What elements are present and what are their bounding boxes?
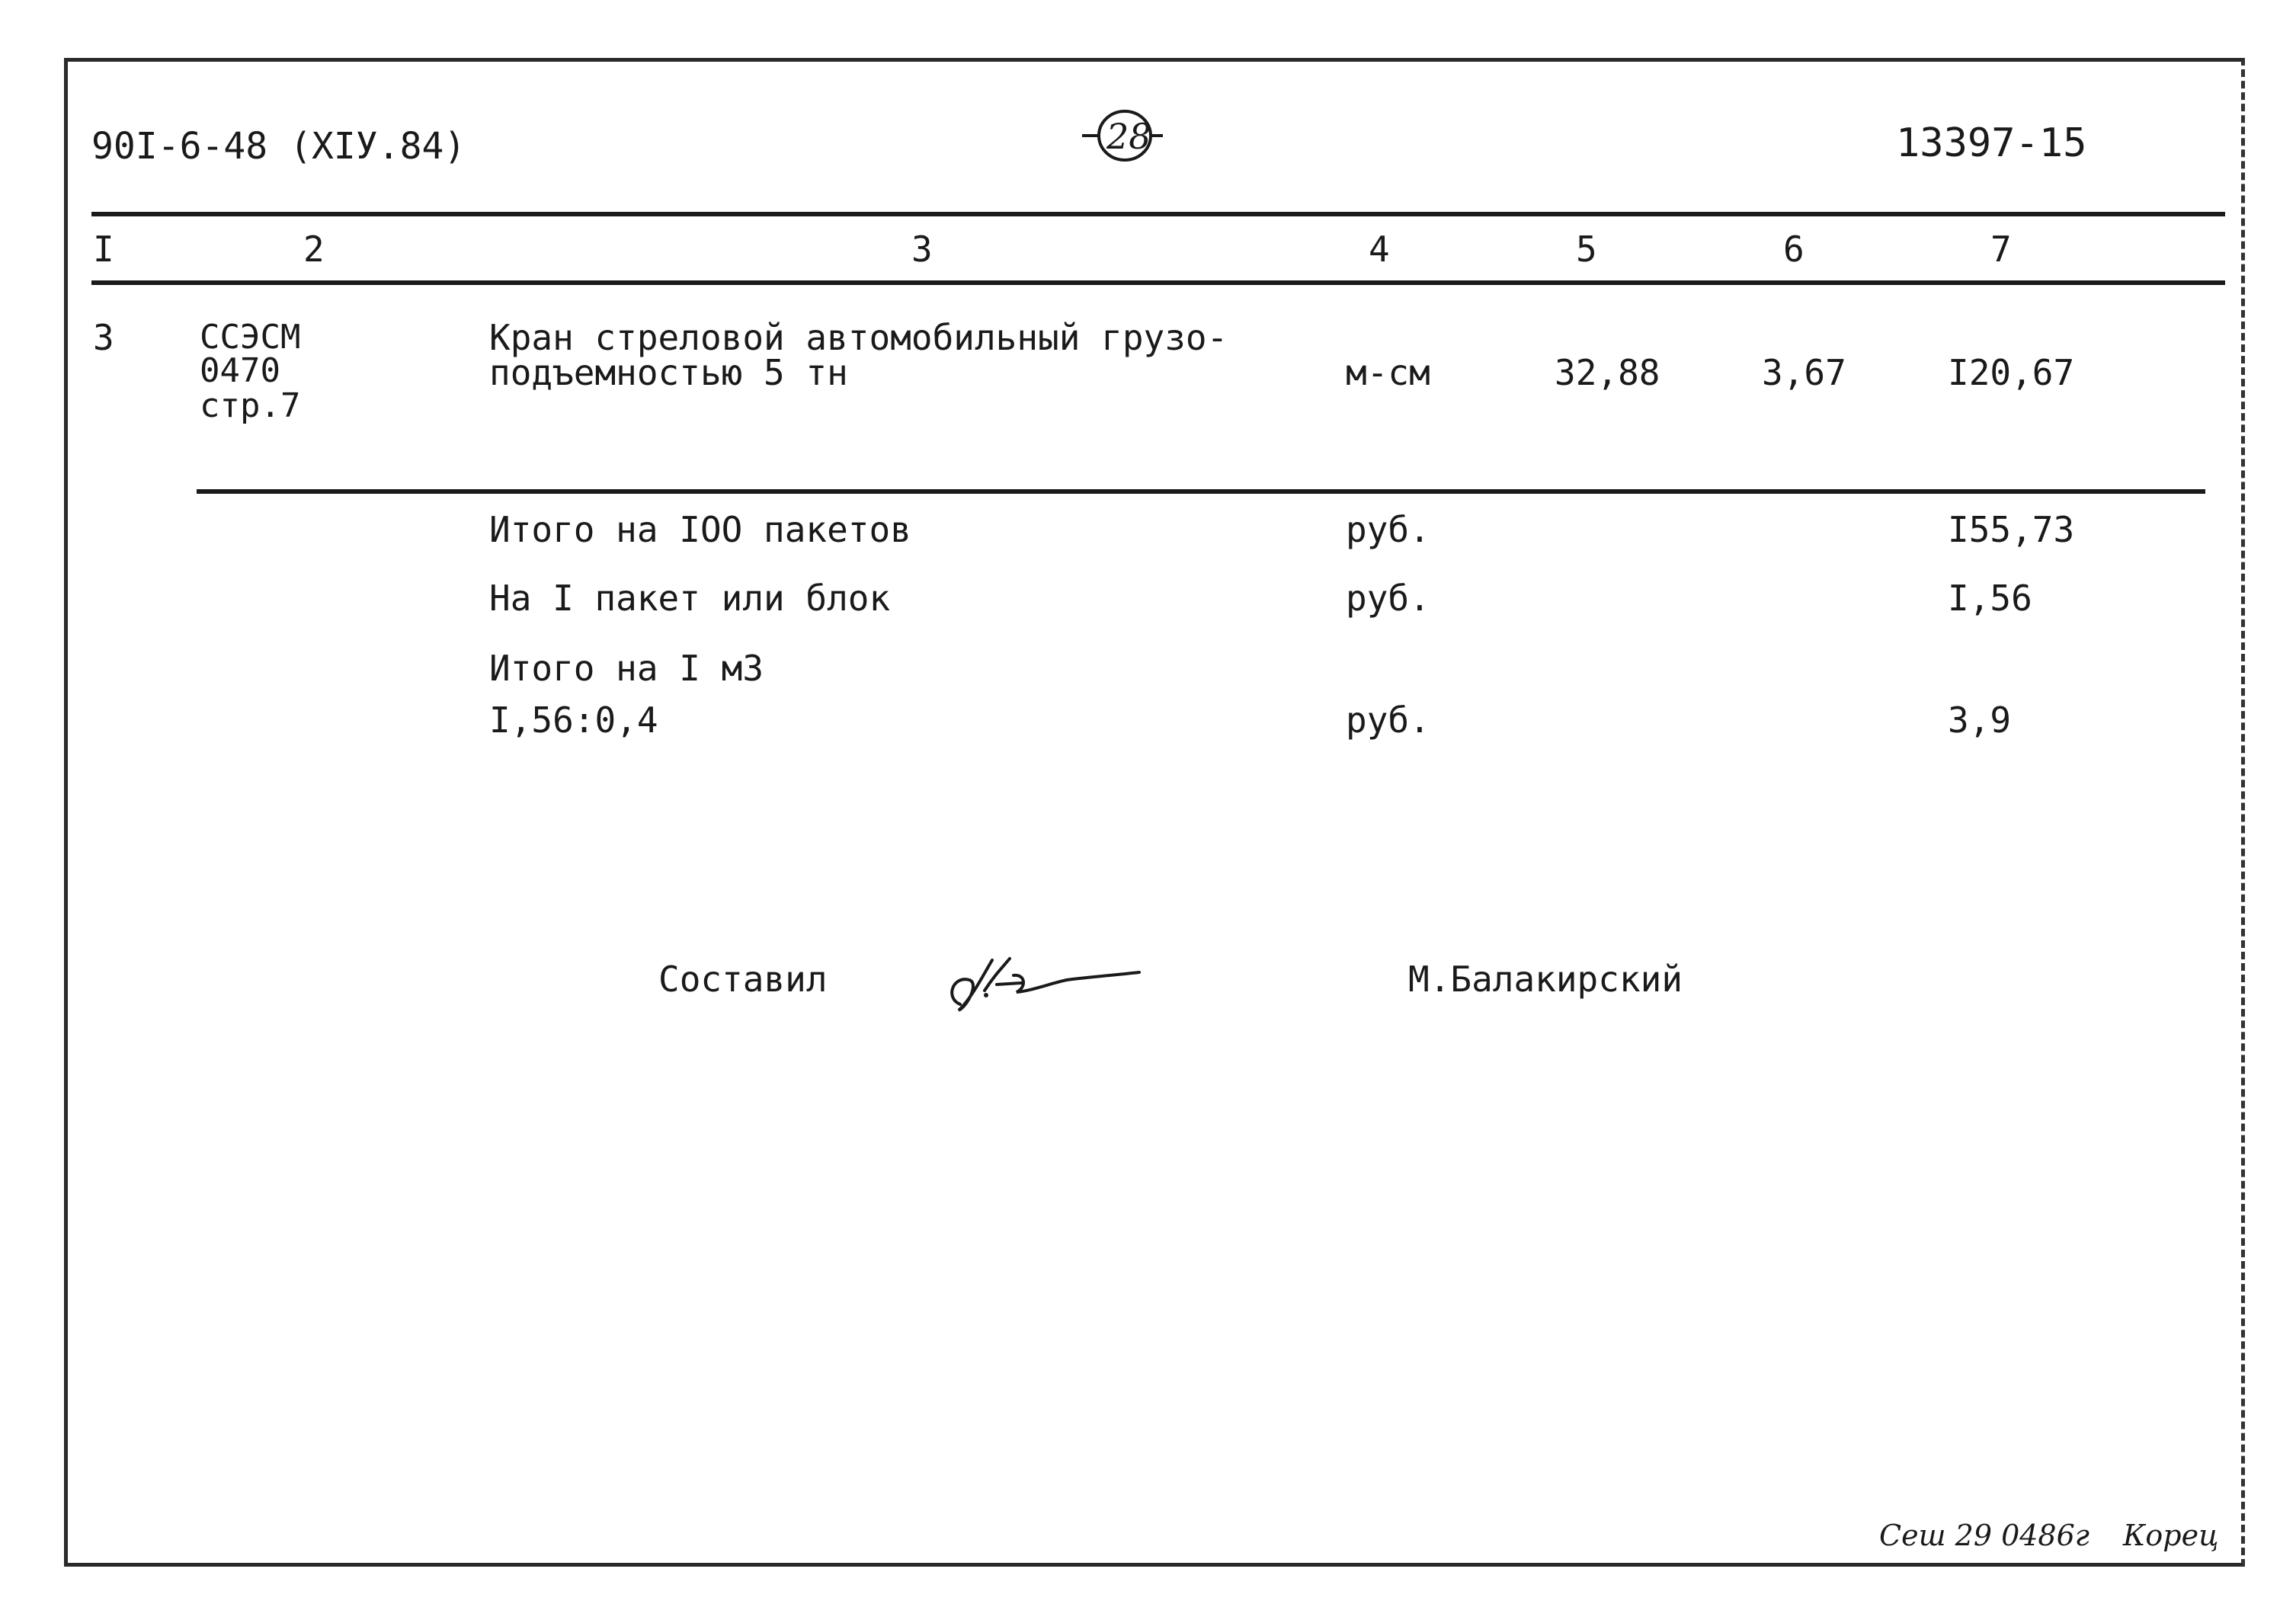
header-rule: [91, 212, 2225, 216]
row-index: 3: [93, 317, 114, 358]
total-label-3-formula: I,56:0,4: [489, 700, 658, 741]
total-unit-3: руб.: [1346, 700, 1430, 741]
doc-code: 90I-6-48 (XIУ.84): [91, 125, 466, 168]
handwritten-signature: [937, 945, 1151, 1021]
total-value-1: I55,73: [1948, 509, 2075, 550]
footer-note-date: Сеш 29 0486г: [1879, 1519, 2089, 1552]
page-number: 28: [1106, 116, 1151, 157]
col-header-2: 2: [303, 229, 325, 270]
row-col7-value: I20,67: [1948, 352, 2075, 393]
col-header-7: 7: [1990, 229, 2012, 270]
row-description-line-1: Кран стреловой автомобильный грузо-: [489, 317, 1228, 358]
total-label-3: Итого на I м3: [489, 648, 764, 689]
column-header-rule: [91, 280, 2225, 285]
row-col5-value: 32,88: [1555, 352, 1660, 393]
row-code-line-2: 0470: [200, 351, 280, 390]
total-value-3: 3,9: [1948, 700, 2012, 741]
row-code-line-3: стр.7: [200, 386, 301, 425]
total-value-2: I,56: [1948, 578, 2032, 619]
col-header-3: 3: [911, 229, 933, 270]
total-label-1: Итого на IOO пакетов: [489, 509, 911, 550]
row-col6-value: 3,67: [1762, 352, 1846, 393]
row-code-line-1: ССЭСМ: [200, 318, 301, 357]
total-unit-2: руб.: [1346, 578, 1430, 619]
compiled-by-label: Составил: [658, 959, 828, 1000]
col-header-4: 4: [1369, 229, 1390, 270]
col-header-5: 5: [1576, 229, 1597, 270]
footer-note-signature: Корец: [2123, 1519, 2219, 1552]
total-unit-1: руб.: [1346, 509, 1430, 550]
col-header-1: I: [93, 229, 114, 270]
row-description-line-2: подъемностью 5 тн: [489, 352, 848, 393]
compiler-name: М.Балакирский: [1408, 959, 1683, 1000]
reference-number: 13397-15: [1896, 120, 2087, 166]
col-header-6: 6: [1783, 229, 1804, 270]
row-unit: м-см: [1346, 352, 1430, 393]
totals-rule: [197, 489, 2205, 494]
total-label-2: На I пакет или блок: [489, 578, 891, 619]
page-number-stamp: [1081, 105, 1164, 165]
